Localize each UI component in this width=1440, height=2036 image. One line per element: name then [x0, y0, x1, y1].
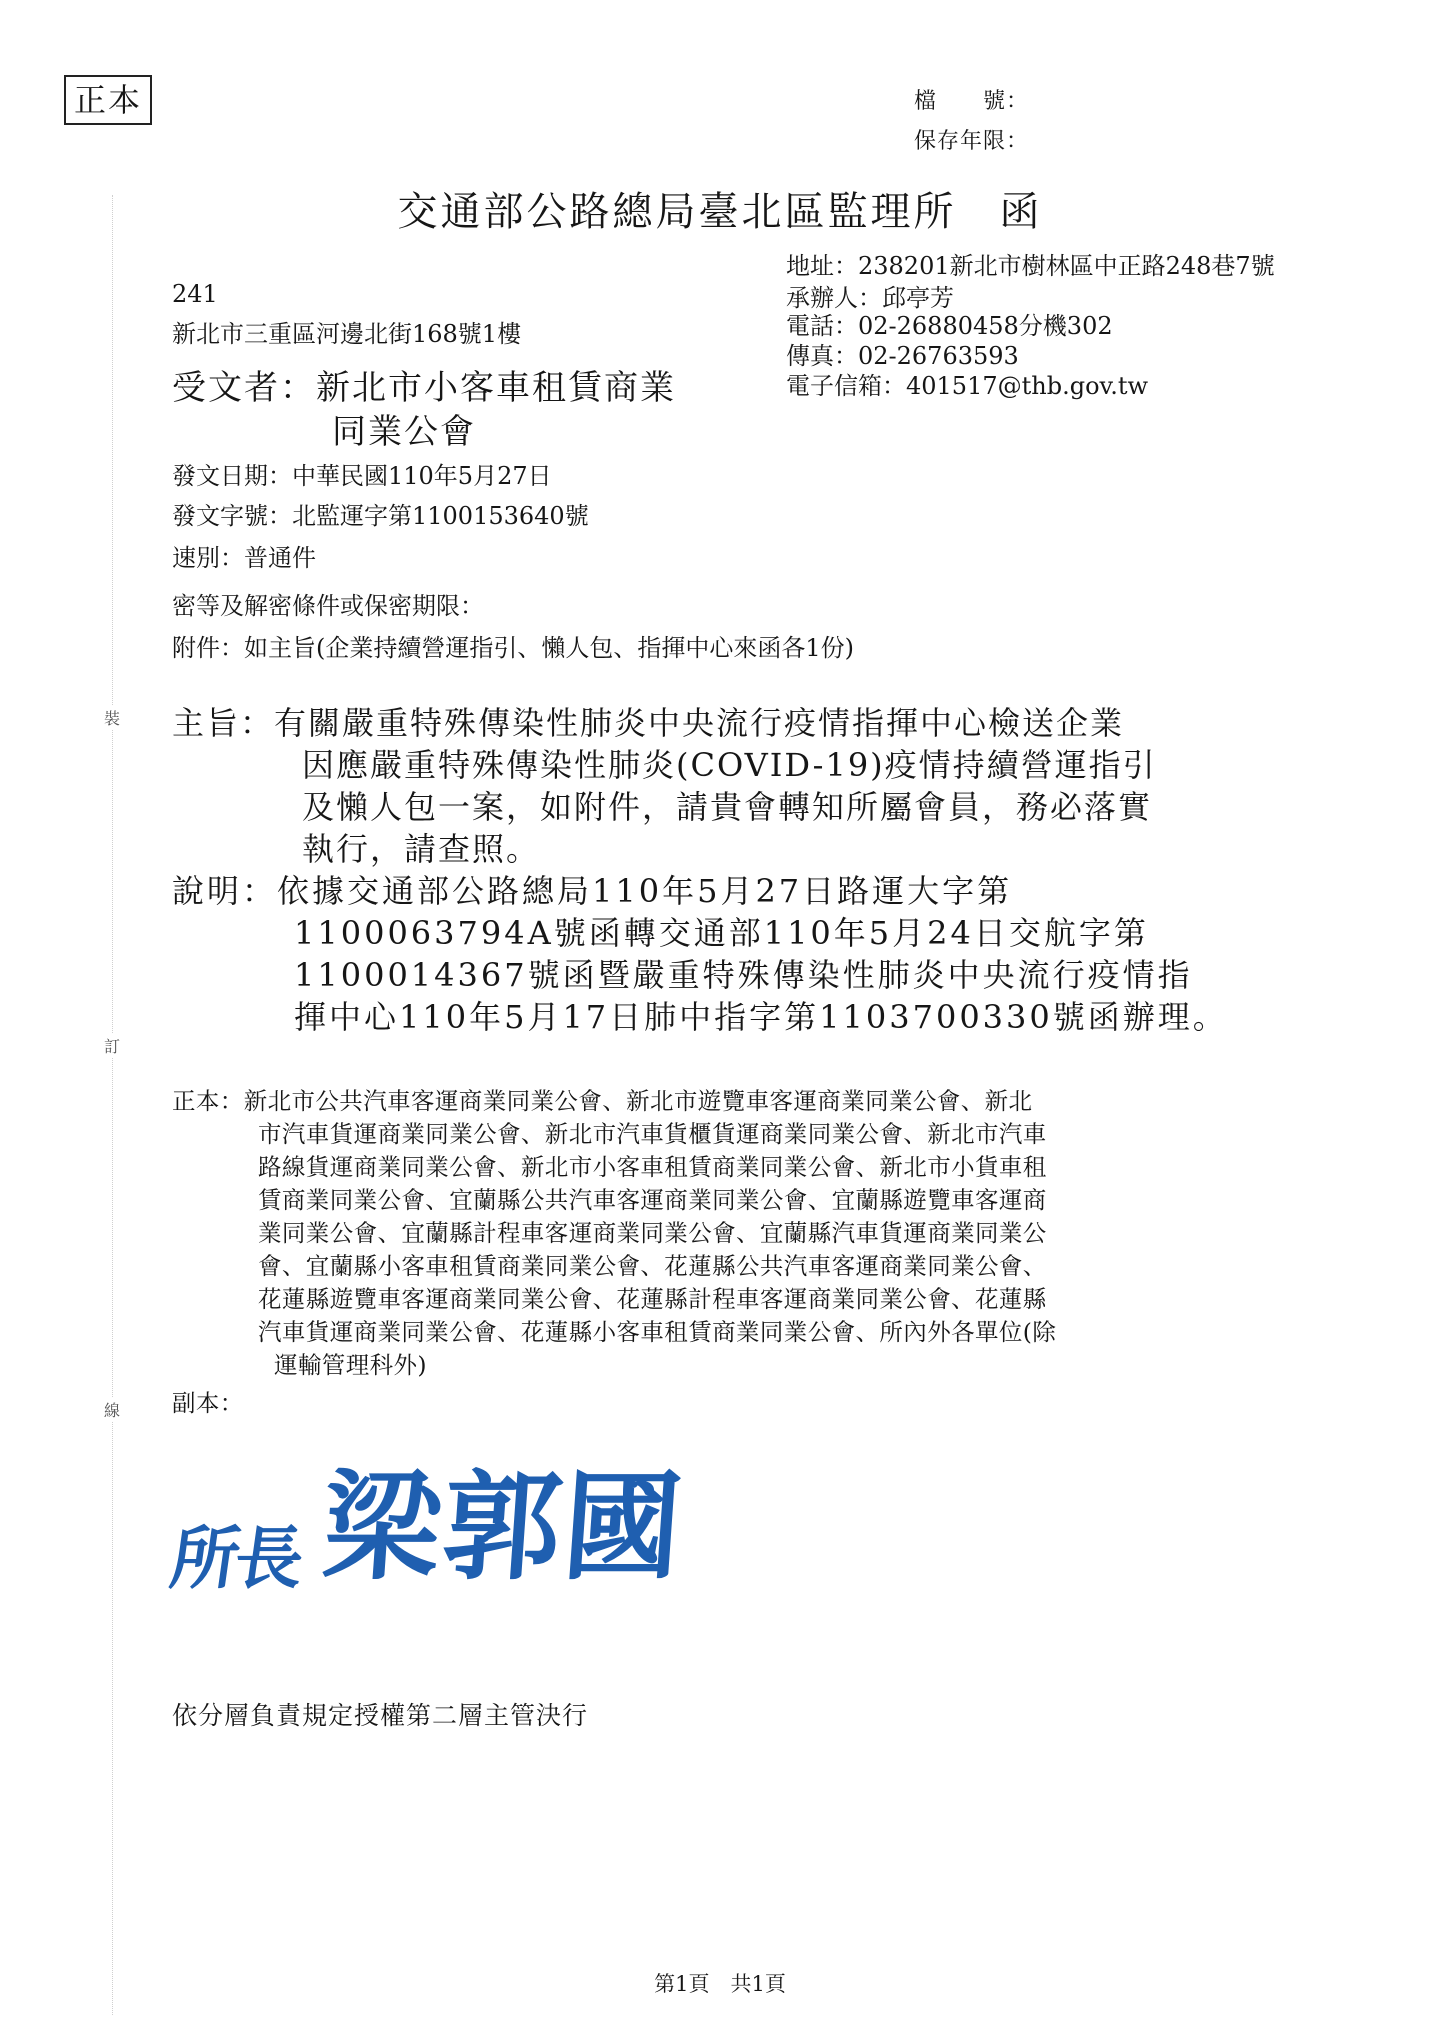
margin-mark-staple: 訂: [104, 1034, 120, 1057]
recipient-street-address: 新北市三重區河邊北街168號1樓: [172, 320, 522, 348]
email-address: 電子信箱：401517@thb.gov.tw: [786, 372, 1149, 400]
authorization-note: 依分層負責規定授權第二層主管決行: [172, 1701, 589, 1730]
distribution-line-2: 市汽車貨運商業同業公會、新北市汽車貨櫃貨運商業同業公會、新北市汽車: [258, 1120, 1047, 1148]
explanation-line-2: 1100063794A號函轉交通部110年5月24日交航字第: [294, 914, 1149, 952]
distribution-line-8: 汽車貨運商業同業公會、花蓮縣小客車租賃商業同業公會、所內外各單位(除: [258, 1318, 1057, 1346]
signature-name: 梁郭國: [318, 1458, 689, 1596]
secrecy-level: 密等及解密條件或保密期限：: [172, 592, 484, 620]
subject-line-3: 及懶人包一案，如附件，請貴會轉知所屬會員，務必落實: [302, 788, 1153, 826]
recipient-postal-code: 241: [172, 280, 218, 308]
document-number: 發文字號：北監運字第1100153640號: [172, 502, 589, 530]
explanation-line-4: 揮中心110年5月17日肺中指字第1103700330號函辦理。: [294, 998, 1228, 1036]
distribution-line-4: 賃商業同業公會、宜蘭縣公共汽車客運商業同業公會、宜蘭縣遊覽車客運商: [258, 1186, 1047, 1214]
distribution-line-5: 業同業公會、宜蘭縣計程車客運商業同業公會、宜蘭縣汽車貨運商業同業公: [258, 1219, 1047, 1247]
handler-name: 承辦人：邱亭芳: [786, 284, 954, 312]
director-signature-stamp: [165, 1432, 689, 1602]
phone-number: 電話：02-26880458分機302: [786, 312, 1113, 340]
recipient-line-2: 同業公會: [332, 412, 476, 452]
subject-line-1: 主旨：有關嚴重特殊傳染性肺炎中央流行疫情指揮中心檢送企業: [172, 704, 1125, 742]
delivery-speed: 速別：普通件: [172, 544, 316, 572]
distribution-line-6: 會、宜蘭縣小客車租賃商業同業公會、花蓮縣公共汽車客運商業同業公會、: [258, 1252, 1047, 1280]
distribution-line-9: 運輸管理科外): [274, 1351, 427, 1379]
page-number: 第1頁 共1頁: [654, 1972, 786, 1996]
distribution-line-1: 正本：新北市公共汽車客運商業同業公會、新北市遊覽車客運商業同業公會、新北: [172, 1087, 1033, 1115]
attachment-list: 附件：如主旨(企業持續營運指引、懶人包、指揮中心來函各1份): [172, 634, 854, 662]
office-address: 地址：238201新北市樹林區中正路248巷7號: [786, 252, 1275, 280]
fax-number: 傳真：02-26763593: [786, 342, 1019, 370]
file-number-label: 檔 號：: [914, 89, 1030, 114]
explanation-line-1: 說明：依據交通部公路總局110年5月27日路運大字第: [172, 872, 1013, 910]
distribution-line-3: 路線貨運商業同業公會、新北市小客車租賃商業同業公會、新北市小貨車租: [258, 1153, 1047, 1181]
retention-period-label: 保存年限：: [914, 129, 1030, 154]
signature-title: 所長: [165, 1520, 305, 1599]
margin-mark-line: 線: [104, 1398, 120, 1421]
subject-line-2: 因應嚴重特殊傳染性肺炎(COVID-19)疫情持續營運指引: [302, 746, 1157, 784]
distribution-line-7: 花蓮縣遊覽車客運商業同業公會、花蓮縣計程車客運商業同業公會、花蓮縣: [258, 1285, 1047, 1313]
original-copy-stamp: 正本: [64, 75, 152, 125]
margin-mark-bind: 裝: [104, 706, 120, 729]
carbon-copy-label: 副本：: [172, 1389, 244, 1417]
document-title: 交通部公路總局臺北區監理所 函: [397, 189, 1043, 235]
issue-date: 發文日期：中華民國110年5月27日: [172, 462, 552, 490]
binding-margin-line: [112, 195, 113, 2015]
subject-line-4: 執行，請查照。: [302, 830, 541, 868]
recipient-line-1: 受文者：新北市小客車租賃商業: [172, 368, 676, 408]
explanation-line-3: 1100014367號函暨嚴重特殊傳染性肺炎中央流行疫情指: [294, 956, 1193, 994]
